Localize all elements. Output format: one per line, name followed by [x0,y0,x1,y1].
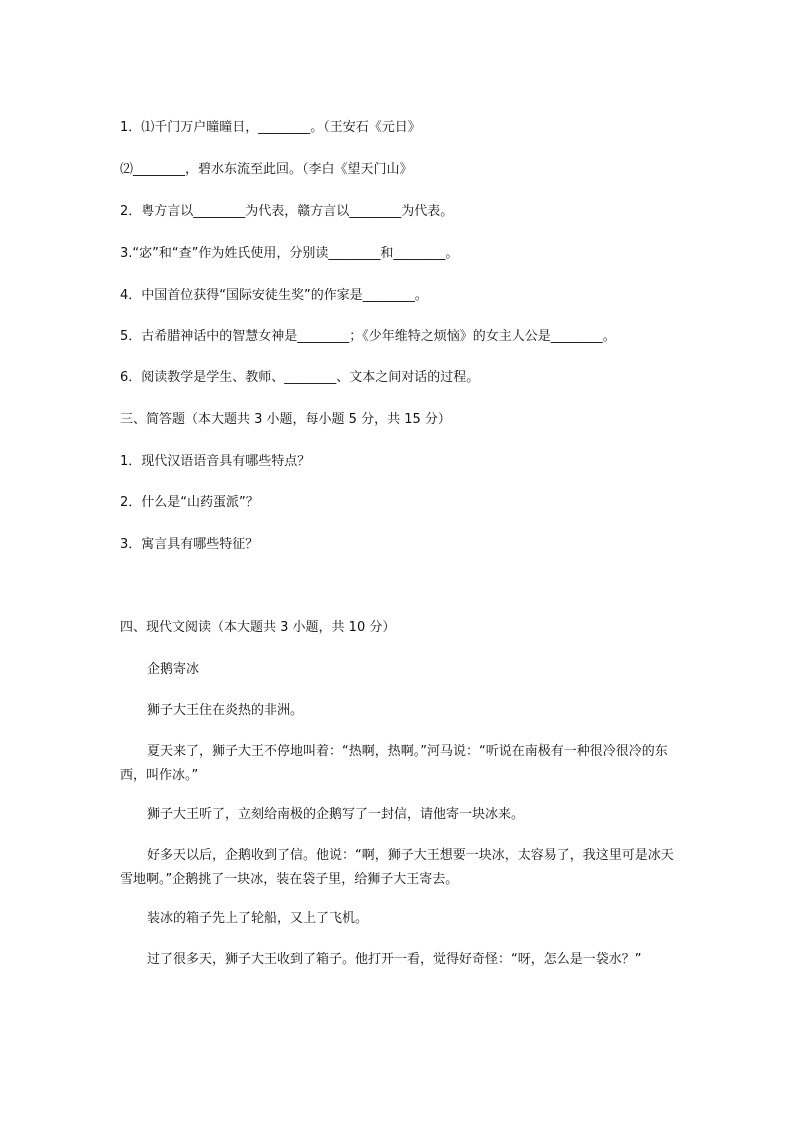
story-paragraph-1: 狮子大王住在炎热的非洲。 [147,703,304,718]
story-paragraph-2: 夏天来了，狮子大王不停地叫着：“热啊，热啊。”河马说：“听说在南极有一种很冷很冷的东西，叫作冰。” [120,744,668,783]
fill-in-question-1-part-1: 1．⑴千门万户曈曈日，________。（王安石《元日》 [120,120,421,135]
fill-in-question-4: 4．中国首位获得“国际安徒生奖”的作家是________。 [120,288,428,303]
fill-in-question-2: 2．粤方言以________为代表，赣方言以________为代表。 [120,204,454,219]
story-paragraph-4: 好多天以后，企鹅收到了信。他说：“啊，狮子大王想要一块冰，太容易了，我这里可是冰天雪地啊。”企鹅挑了一块冰，装在袋子里，给狮子大王寄去。 [120,848,674,887]
short-answer-question-3: 3．寓言具有哪些特征？ [120,537,259,552]
story-paragraph-6: 过了很多天，狮子大王收到了箱子。他打开一看，觉得好奇怪：“呀，怎么是一袋水？” [147,952,642,967]
story-paragraph-5: 装冰的箱子先上了轮船，又上了飞机。 [147,911,369,926]
fill-in-question-6: 6．阅读教学是学生、教师、________、文本之间对话的过程。 [120,370,480,385]
fill-in-question-5: 5．古希腊神话中的智慧女神是________；《少年维特之烦恼》的女主人公是________。 [120,329,616,344]
story-paragraph-3: 狮子大王听了，立刻给南极的企鹅写了一封信，请他寄一块冰来。 [147,807,525,822]
short-answer-question-2: 2．什么是“山药蛋派”？ [120,495,259,510]
fill-in-question-1-part-2: ⑵________，碧水东流至此回。（李白《望天门山》 [120,162,413,177]
section-3-heading: 三、简答题（本大题共 3 小题，每小题 5 分，共 15 分） [120,412,451,427]
section-4-heading: 四、现代文阅读（本大题共 3 小题，共 10 分） [120,620,396,635]
story-title: 企鹅寄冰 [147,662,200,677]
fill-in-question-3: 3.“宓”和“查”作为姓氏使用，分别读________和________。 [120,246,459,261]
short-answer-question-1: 1．现代汉语语音具有哪些特点？ [120,454,311,469]
